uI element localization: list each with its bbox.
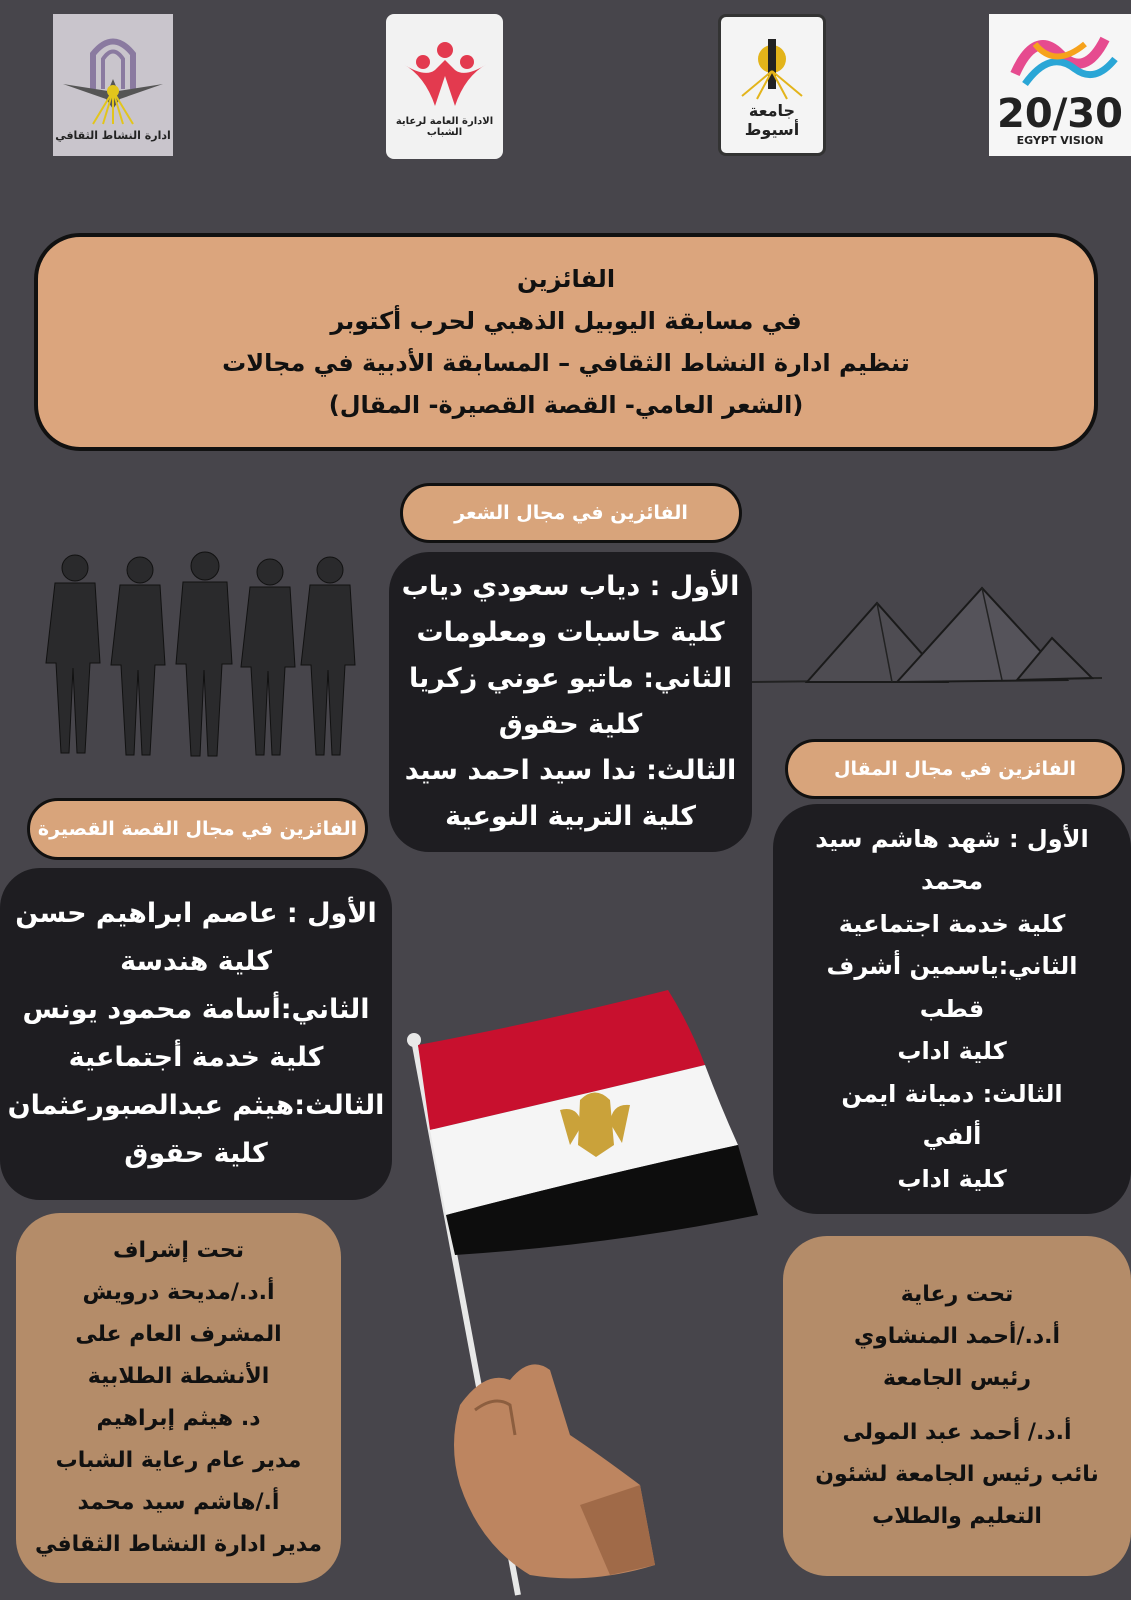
article-line: كلية خدمة اجتماعية [838,909,1066,938]
supervision-line: مدير عام رعاية الشباب [55,1448,302,1473]
pyramids-illustration [752,578,1102,693]
soldiers-illustration [30,548,370,773]
vision-number: 20/30 [997,90,1123,137]
soldier-figure [241,559,295,755]
header-line-3: تنظيم ادارة النشاط الثقافي – المسابقة الأدبية في مجالات [222,349,910,377]
article-line: الثالث: دميانة ايمن [841,1079,1063,1108]
header-line-4: (الشعر العامي- القصة القصيرة- المقال) [328,391,804,419]
youth-logo-text: الادارة العامة لرعاية الشباب [395,115,494,138]
egypt-vision-logo [989,14,1131,156]
patronage-line: أ.د./أحمد المنشاوي [853,1324,1061,1349]
poetry-title: الفائزين في مجال الشعر [454,502,688,524]
patronage-line: التعليم والطلاب [872,1504,1042,1529]
soldier-figure [111,557,165,755]
story-line: الأول : عاصم ابراهيم حسن [15,898,377,929]
story-line: الثاني:أسامة محمود يونس [22,994,370,1025]
university-logo-text: جامعة أسيوط [744,101,800,139]
patronage-line: أ.د./ أحمد عبد المولى [842,1420,1072,1445]
poetry-line: كلية حاسبات ومعلومات [416,617,725,648]
supervision-line: الأنشطة الطلابية [87,1364,270,1389]
vision-caption: EGYPT VISION [1016,133,1104,147]
article-title-pill [785,739,1125,799]
article-line: محمد [920,867,984,896]
story-line: كلية هندسة [120,946,272,977]
soldier-figure [176,552,232,756]
header-line-2: في مسابقة اليوبيل الذهبي لحرب أكتوبر [330,307,802,335]
story-title-pill [27,798,368,860]
poetry-line: كلية حقوق [498,709,643,740]
article-line: قطب [919,994,985,1023]
supervision-line: تحت إشراف [112,1238,245,1263]
cultural-logo-text: ادارة النشاط الثقافي [55,128,171,142]
patronage-card [783,1236,1131,1576]
article-title: الفائزين في مجال المقال [834,758,1076,780]
ribbon-swirl-icon [995,24,1125,94]
supervision-card [16,1213,341,1583]
people-icon [395,36,495,116]
poetry-line: الثاني: ماتيو عوني زكريا [408,663,733,694]
story-winners-card [0,868,392,1200]
supervision-line: أ.د./مديحة درويش [82,1280,275,1305]
article-line: كلية اداب [897,1164,1007,1193]
header-line-1: الفائزين [516,265,616,293]
story-line: الثالث:هيثم عبدالصبورعثمان [7,1090,385,1121]
supervision-line: المشرف العام على [75,1322,282,1347]
article-winners-card [773,804,1131,1214]
article-line: ألفي [922,1122,982,1151]
patronage-line: رئيس الجامعة [883,1366,1031,1391]
sun-emblem-icon [727,31,817,101]
soldier-figure [46,555,100,753]
supervision-line: د. هيثم إبراهيم [96,1406,261,1431]
article-line: الأول : شهد هاشم سيد [815,824,1089,853]
poetry-line: الأول : دياب سعودي دياب [401,571,740,602]
patronage-line: نائب رئيس الجامعة لشئون [815,1462,1099,1487]
poetry-title-pill [400,483,742,543]
eagle-arch-icon [58,29,168,129]
patronage-line: تحت رعاية [900,1282,1014,1307]
soldier-figure [301,557,355,755]
poetry-line: الثالث: ندا سيد احمد سيد [404,755,737,786]
egypt-flag-illustration [400,985,780,1600]
poetry-line: كلية التربية النوعية [445,801,696,832]
cultural-activity-logo [53,14,173,156]
supervision-line: أ./هاشم سيد محمد [77,1490,280,1515]
youth-care-logo [386,14,503,159]
poetry-winners-card [389,552,752,852]
story-title: الفائزين في مجال القصة القصيرة [37,818,358,840]
header-banner [34,233,1098,451]
assiut-university-logo [718,14,826,156]
article-line: الثاني:ياسمين أشرف [826,952,1078,981]
story-line: كلية خدمة أجتماعية [68,1042,324,1073]
supervision-line: مدير ادارة النشاط الثقافي [34,1532,323,1557]
article-line: كلية اداب [897,1037,1007,1066]
story-line: كلية حقوق [124,1138,268,1169]
